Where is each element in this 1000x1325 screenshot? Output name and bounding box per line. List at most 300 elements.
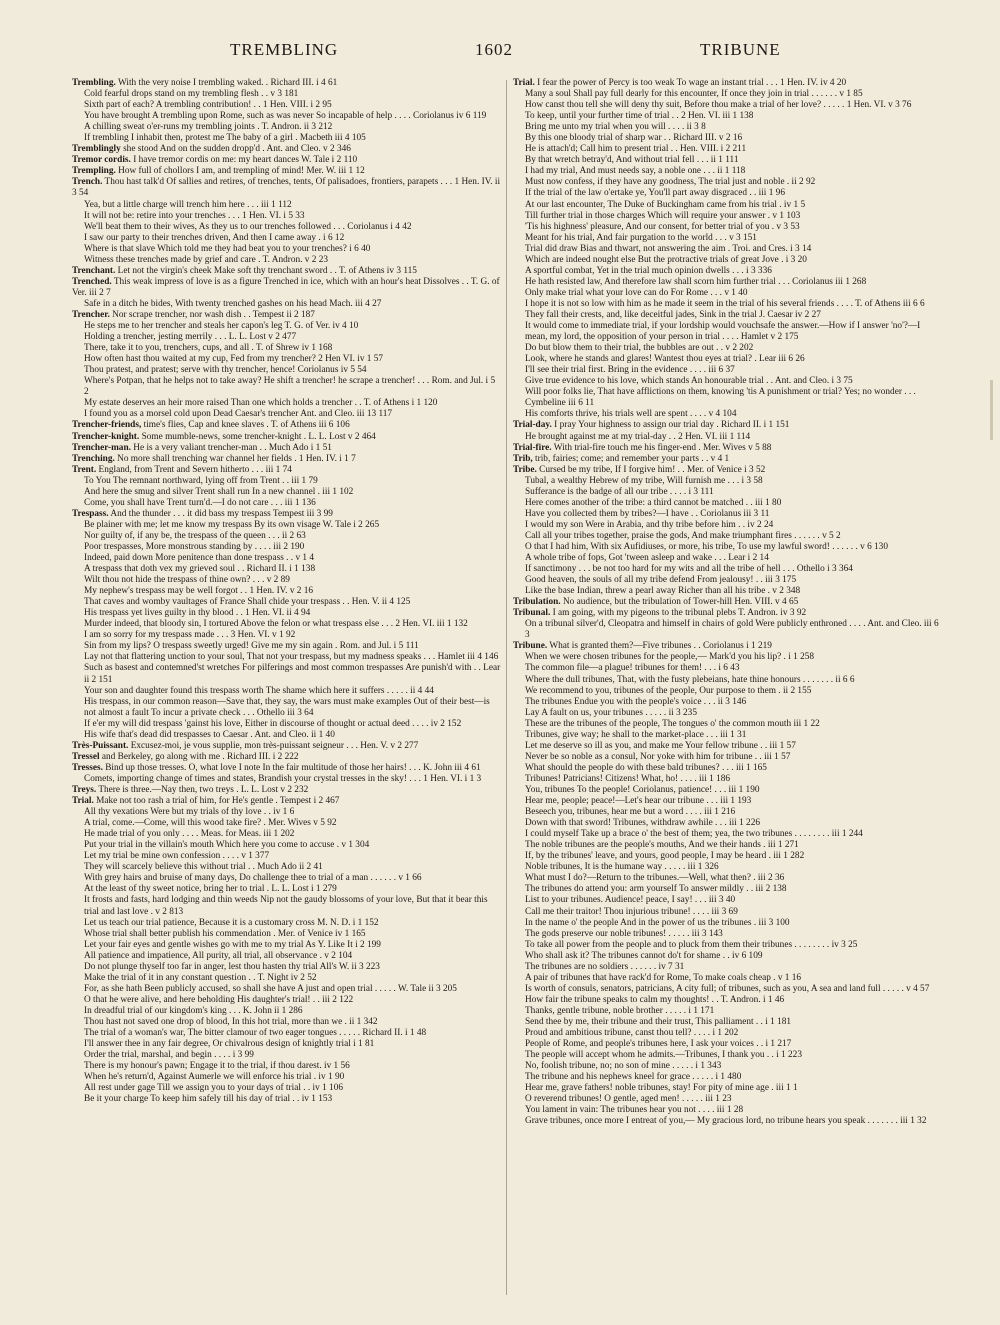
concordance-entry [513, 476, 943, 487]
concordance-entry [72, 1039, 502, 1050]
concordance-entry [513, 266, 943, 277]
entry-text: Let my trial be mine own confession . . . . v 1 377 [84, 851, 270, 862]
concordance-entry [72, 310, 502, 321]
entry-text: No more shall trenching war channel her fields . 1 Hen. IV. i 1 7 [117, 453, 356, 464]
concordance-entry [513, 387, 943, 409]
concordance-entry [513, 697, 943, 708]
concordance-entry [72, 564, 502, 575]
headword: Trembling. [72, 78, 116, 88]
headword: Trenching. [72, 453, 115, 464]
entry-text: I'll answer thee in any fair degree, Or chivalrous design of knightly trial i 1 81 [84, 1039, 375, 1050]
entry-text: Send thee by me, their tribune and their trust, This palliament . . i 1 181 [525, 1016, 792, 1027]
concordance-entry [72, 454, 502, 465]
entry-text: Hear me, grave fathers! noble tribunes, stay! For pity of mine age . iii 1 1 [525, 1083, 798, 1094]
concordance-entry [72, 299, 502, 310]
entry-text: Like the base Indian, threw a pearl away Richer than all his tribe . v 2 348 [525, 586, 801, 597]
concordance-entry [72, 443, 502, 454]
concordance-entry [513, 895, 943, 906]
concordance-entry [513, 277, 943, 288]
concordance-entry [72, 807, 502, 818]
concordance-entry [513, 100, 943, 111]
entry-text: Who shall ask it? The tribunes cannot do't for shame . . iv 6 109 [525, 950, 763, 961]
entry-text: It would come to immediate trial, if your lordship would vouchsafe the answer.—How if I answer 'no'?—I mean, my lord, the opposition of your person in trial . . . . Hamlet v 2 175 [525, 321, 921, 343]
entry-text: On a tribunal silver'd, Cleopatra and himself in chairs of gold Were publicly enthroned . . . . Ant. and Cleo. iii 6 3 [525, 619, 939, 641]
concordance-entry [72, 851, 502, 862]
entry-text: If e'er my will did trespass 'gainst his love, Either in discourse of thought or actual deed . . . . iv 2 152 [84, 718, 462, 729]
concordance-entry [72, 752, 502, 763]
entry-text: The tribunes do attend you: arm yourself To answer mildly . . iii 2 138 [525, 884, 787, 895]
concordance-entry [72, 951, 502, 962]
entry-text: Tubal, a wealthy Hebrew of my tribe, Will furnish me . . . i 3 58 [525, 475, 763, 486]
concordance-entry [513, 608, 943, 619]
concordance-entry [72, 1072, 502, 1083]
entry-text: What must I do?—Return to the tribunes.—Well, what then? . iii 2 36 [525, 873, 785, 884]
entry-text: Sixth part of each? A trembling contribution! . . 1 Hen. VIII. i 2 95 [84, 100, 332, 111]
entry-text: Never be so noble as a consul, Nor yoke with him for tribune . . iii 1 57 [525, 751, 791, 762]
entry-text: Must now confess, if they have any goodness, The trial just and noble . ii 2 92 [525, 177, 816, 188]
entry-text: Cold fearful drops stand on my trembling flesh . . v 3 181 [84, 89, 299, 100]
concordance-entry [72, 244, 502, 255]
concordance-entry [513, 752, 943, 763]
entry-text: Some mumble-news, some trencher-knight . L. L. Lost v 2 464 [141, 431, 376, 442]
concordance-entry [72, 873, 502, 884]
concordance-entry [513, 1083, 943, 1094]
concordance-entry [72, 78, 502, 89]
concordance-entry [513, 851, 943, 862]
entry-text: For, as she hath Been publicly accused, so shall she have A just and open trial . . . . . W. Tale ii 3 205 [84, 983, 457, 994]
entry-text: Here comes another of the tribe: a third cannot be matched . . iii 1 80 [525, 497, 782, 508]
concordance-entry [513, 542, 943, 553]
concordance-entry [513, 785, 943, 796]
entry-text: Let us teach our trial patience, Because it is a customary cross M. N. D. i 1 152 [84, 917, 379, 928]
headword: Tremblingly [72, 144, 121, 155]
concordance-entry [513, 111, 943, 122]
concordance-entry [513, 675, 943, 686]
headword: Trencher-man. [72, 442, 131, 453]
entry-text: Lay A fault on us, your tribunes . . . . . ii 3 235 [525, 707, 697, 718]
entry-text: Holding a trencher, jesting merrily . . . L. L. Lost v 2 477 [84, 332, 297, 343]
page-edge-mark [990, 380, 993, 440]
entry-text: At the least of thy sweet notice, bring her to trial . L. L. Lost i 1 279 [84, 884, 337, 895]
concordance-entry [72, 155, 502, 166]
entry-text: Indeed, paid down More penitence than done trespass . . v 1 4 [84, 553, 315, 564]
entry-text: Come, you shall have Trent turn'd.—I do not care . . . iii 1 136 [84, 497, 316, 508]
concordance-entry [513, 951, 943, 962]
concordance-entry [72, 630, 502, 641]
headword: Trenched. [72, 276, 112, 287]
concordance-entry [72, 420, 502, 431]
concordance-entry [72, 332, 502, 343]
headword: Tressel [72, 751, 100, 762]
concordance-entry [513, 343, 943, 354]
headword: Tribulation. [513, 597, 561, 608]
entry-text: You have brought A trembling upon Rome, such as was never So incapable of help . . . . Coriolanus iv 6 119 [84, 111, 487, 122]
concordance-entry [513, 763, 943, 774]
entry-text: That caves and womby vaultages of France Shall chide your trespass . . Hen. V. ii 4 125 [84, 597, 411, 608]
entry-text: Which are indeed nought else But the protractive trials of great Jove . i 3 20 [525, 254, 807, 265]
entry-text: The common file—a plague! tribunes for them! . . . i 6 43 [525, 663, 740, 674]
entry-text: Witness these trenches made by grief and care . T. Andron. v 2 23 [84, 254, 329, 265]
concordance-entry [513, 1072, 943, 1083]
entry-text: Let me deserve so ill as you, and make me Your fellow tribune . . iii 1 57 [525, 740, 796, 751]
entry-text: If sanctimony . . . be not too hard for my wits and all the tribe of hell . . . Othello i 3 364 [525, 564, 853, 575]
entry-text: Lay not that flattering unction to your soul, That not your trespass, but my madness speaks . . . Hamlet iii 4 146 [84, 652, 499, 663]
concordance-entry [72, 1017, 502, 1028]
entry-text: A trespass that doth vex my grieved soul . . Richard II. i 1 138 [84, 564, 316, 575]
entry-text: Call all your tribes together, praise the gods, And make triumphant fires . . . . . . v 5 2 [525, 530, 841, 541]
concordance-entry [72, 1061, 502, 1072]
entry-text: We recommend to you, tribunes of the people, Our purpose to them . ii 2 155 [525, 685, 812, 696]
concordance-entry [513, 244, 943, 255]
concordance-entry [72, 730, 502, 741]
entry-text: Murder indeed, that bloody sin, I tortured Above the felon or what trespass else . . . 2 Hen. VI. iii 1 132 [84, 619, 468, 630]
concordance-entry [72, 619, 502, 630]
entry-text: His trespass yet lives guilty in thy blood . . 1 Hen. VI. ii 4 94 [84, 608, 311, 619]
headword: Trempling. [72, 166, 116, 177]
concordance-entry [513, 354, 943, 365]
entry-text: The tribunes Endue you with the people's voice . . . ii 3 146 [525, 696, 747, 707]
entry-text: How full of chollors I am, and trempling of mind! Mer. W. iii 1 12 [118, 166, 365, 177]
concordance-entry [72, 1094, 502, 1105]
headword: Tribune. [513, 641, 548, 652]
concordance-entry [72, 697, 502, 719]
entry-text: Wilt thou not hide the trespass of thine own? . . . v 2 89 [84, 575, 290, 586]
entry-text: To You The remnant northward, lying off from Trent . . iii 1 79 [84, 475, 318, 486]
headword: Tribe. [513, 464, 537, 475]
entry-text: she stood And on the sudden dropp'd . Ant. and Cleo. v 2 346 [123, 144, 351, 155]
entry-text: When we were chosen tribunes for the people,— Mark'd you his lip? . i 1 258 [525, 652, 815, 663]
concordance-entry [513, 995, 943, 1006]
concordance-entry [72, 796, 502, 807]
entry-text: I found you as a morsel cold upon Dead Caesar's trencher Ant. and Cleo. iii 13 117 [84, 409, 393, 420]
entry-text: Put your trial in the villain's mouth Which here you come to accuse . v 1 304 [84, 840, 370, 851]
entry-text: To take all power from the people and to pluck from them their tribunes . . . . . . . . iv 3 25 [525, 939, 858, 950]
entry-text: Where the dull tribunes, That, with the fusty plebeians, hate thine honours . . . . . . . ii 6 6 [525, 674, 855, 685]
entry-text: I could myself Take up a brace o' the best of them; yea, the two tribunes . . . . . . . . iii 1 244 [525, 829, 863, 840]
entry-text: He brought against me at my trial-day . . 2 Hen. VI. iii 1 114 [525, 431, 751, 442]
entry-text: All patience and impatience, All purity, all trial, all observance . v 2 104 [84, 950, 353, 961]
entry-text: Thou hast not saved one drop of blood, In this hot trial, more than we . ii 1 342 [84, 1016, 378, 1027]
headword: Tribunal. [513, 608, 551, 619]
entry-text: Look, where he stands and glares! Wantest thou eyes at trial? . Lear iii 6 26 [525, 354, 805, 365]
concordance-entry [513, 586, 943, 597]
entry-text: The people will accept whom he admits.—Tribunes, I thank you . . i 1 223 [525, 1050, 802, 1061]
concordance-entry [72, 1083, 502, 1094]
concordance-entry [513, 78, 943, 89]
entry-text: Excusez-moi, je vous supplie, mon très-puissant seigneur . . . Hen. V. v 2 277 [130, 740, 419, 751]
entry-text: I had my trial, And must needs say, a noble one . . . ii 1 118 [525, 166, 746, 177]
entry-text: The tribunes are no soldiers . . . . . . iv 7 31 [525, 961, 685, 972]
entry-text: No audience, but the tribulation of Tower-hill Hen. VIII. v 4 65 [562, 597, 799, 608]
concordance-entry [72, 719, 502, 730]
concordance-entry [72, 940, 502, 951]
headword: Tresses. [72, 762, 103, 773]
entry-text: It frosts and fasts, hard lodging and thin weeds Nip not the gaudy blossoms of your love, But that it bear this trial and last love . v 2 813 [84, 895, 488, 917]
concordance-entry [72, 785, 502, 796]
concordance-entry [72, 553, 502, 564]
entry-text: It will not be: retire into your trenches . . . 1 Hen. VI. i 5 33 [84, 210, 305, 221]
entry-text: Have you collected them by tribes?—I have . . Coriolanus iii 3 11 [525, 508, 770, 519]
concordance-entry [513, 918, 943, 929]
entry-text: Till further trial in those charges Which will require your answer . v 1 103 [525, 210, 801, 221]
entry-text: A trial, come.—Come, will this wood take fire? . Mer. Wives v 5 92 [84, 818, 337, 829]
entry-text: Beseech you, tribunes, hear me but a word . . . . iii 1 216 [525, 807, 736, 818]
concordance-entry [513, 1006, 943, 1017]
concordance-entry [513, 1061, 943, 1072]
entry-text: Your son and daughter found this trespass worth The shame which here it suffers . . . . . ii 4 44 [84, 685, 434, 696]
headword: Tremor cordis. [72, 155, 131, 166]
entry-text: He steps me to her trencher and steals her capon's leg T. G. of Ver. iv 4 10 [84, 321, 359, 332]
concordance-entry [72, 818, 502, 829]
entry-text: He is attach'd; Call him to present trial . . Hen. VIII. i 2 211 [525, 144, 747, 155]
entry-text: His comforts thrive, his trials well are spent . . . . v 4 104 [525, 409, 737, 420]
concordance-entry [513, 122, 943, 133]
concordance-entry [513, 531, 943, 542]
concordance-entry [513, 1094, 943, 1105]
concordance-entry [513, 487, 943, 498]
entry-text: Make not too rash a trial of him, for He's gentle . Tempest i 2 467 [96, 796, 340, 807]
entry-text: You lament in vain: The tribunes hear you not . . . . iii 1 28 [525, 1105, 744, 1116]
entry-text: No, foolish tribune, no; no son of mine . . . . . i 1 343 [525, 1061, 722, 1072]
concordance-entry [72, 487, 502, 498]
concordance-entry [72, 509, 502, 520]
entry-text: I pray Your highness to assign our trial day . Richard II. i 1 151 [554, 420, 790, 431]
concordance-entry [513, 255, 943, 266]
headword: Trial. [513, 78, 535, 88]
concordance-entry [513, 1017, 943, 1028]
entry-text: Sin from my lips? O trespass sweetly urged! Give me my sin again . Rom. and Jul. i 5 111 [84, 641, 419, 652]
entry-text: Meant for his trial, And fair purgation to the world . . . v 3 151 [525, 232, 757, 243]
headword: Trial. [72, 796, 94, 807]
entry-text: I would my son Were in Arabia, and thy tribe before him . . iv 2 24 [525, 519, 774, 530]
concordance-entry [72, 586, 502, 597]
concordance-entry [72, 398, 502, 409]
concordance-entry [513, 432, 943, 443]
entry-text: Let not the virgin's cheek Make soft thy trenchant sword . . T. of Athens iv 3 115 [117, 265, 417, 276]
entry-text: And here the smug and silver Trent shall run In a new channel . iii 1 102 [84, 486, 354, 497]
concordance-entry [72, 365, 502, 376]
concordance-entry [72, 1006, 502, 1017]
concordance-entry [513, 553, 943, 564]
concordance-entry [513, 133, 943, 144]
concordance-entry [513, 807, 943, 818]
concordance-entry [72, 652, 502, 663]
entry-text: Will poor folks lie, That have afflictions on them, knowing 'tis A punishment or trial? Yes; no wonder . . . Cymbeline iii 6 11 [525, 387, 916, 409]
entry-text: With trial-fire touch me his finger-end . Mer. Wives v 5 88 [553, 442, 772, 453]
concordance-entry [513, 1028, 943, 1039]
concordance-entry [513, 774, 943, 785]
headword: Trench. [72, 177, 103, 188]
entry-text: He is a very valiant trencher-man . . Much Ado i 1 51 [133, 442, 332, 453]
entry-text: Thou pratest, and pratest; serve with thy trencher, hence! Coriolanus iv 5 54 [84, 365, 367, 376]
concordance-entry [72, 233, 502, 244]
concordance-entry [72, 122, 502, 133]
entry-text: Make the trial of it in any constant question . . T. Night iv 2 52 [84, 972, 317, 983]
headword: Trespass. [72, 508, 109, 519]
concordance-entry [513, 984, 943, 995]
running-head-right: TRIBUNE [700, 40, 781, 59]
entry-text: Poor trespasses, More monstrous standing by . . . . iii 2 190 [84, 541, 305, 552]
entry-text: Grave tribunes, once more I entreat of you,— My gracious lord, no tribune hears you speak . . . . . . . iii 1 32 [525, 1116, 927, 1127]
concordance-entry [72, 686, 502, 697]
entry-text: Proud and ambitious tribune, canst thou tell? . . . . i 1 202 [525, 1028, 739, 1039]
concordance-entry [72, 962, 502, 973]
concordance-entry [513, 884, 943, 895]
concordance-entry [513, 1039, 943, 1050]
concordance-entry [72, 144, 502, 155]
headword: Trent. [72, 464, 97, 475]
entry-text: Only make trial what your love can do For Rome . . . v 1 40 [525, 287, 748, 298]
concordance-entry [72, 166, 502, 177]
concordance-entry [72, 641, 502, 652]
entry-text: Call me their traitor! Thou injurious tribune! . . . . iii 3 69 [525, 906, 738, 917]
entry-text: Safe in a ditch he bides, With twenty trenched gashes on his head Mach. iii 4 27 [84, 298, 382, 309]
concordance-entry [513, 597, 943, 608]
entry-text: Do but blow them to their trial, the bubbles are out . . v 2 202 [525, 343, 754, 354]
entry-text: Tribunes, give way; he shall to the market-place . . . iii 1 31 [525, 729, 747, 740]
entry-text: A sportful combat, Yet in the trial much opinion dwells . . . i 3 336 [525, 265, 772, 276]
concordance-entry [513, 973, 943, 984]
concordance-entry [513, 708, 943, 719]
entry-text: O reverend tribunes! O gentle, aged men! . . . . . iii 1 23 [525, 1094, 732, 1105]
concordance-entry [72, 995, 502, 1006]
concordance-entry [72, 929, 502, 940]
headword: Trencher-knight. [72, 431, 140, 442]
entry-text: With the very noise I trembling waked. . Richard III. i 4 61 [117, 78, 338, 88]
entry-text: List to your tribunes. Audience! peace, I say! . . . iii 3 40 [525, 895, 736, 906]
concordance-entry [72, 111, 502, 122]
entry-text: At our last encounter, The Duke of Buckingham came from his trial . iv 1 5 [525, 199, 806, 210]
concordance-entry [513, 619, 943, 641]
entry-text: Let your fair eyes and gentle wishes go with me to my trial As Y. Like It i 2 199 [84, 939, 381, 950]
concordance-entry [72, 608, 502, 619]
entry-text: His wife that's dead did trespasses to Caesar . Ant. and Cleo. ii 1 40 [84, 729, 335, 740]
concordance-entry [513, 741, 943, 752]
entry-text: I am so sorry for my trespass made . . . 3 Hen. VI. v 1 92 [84, 630, 296, 641]
entry-text: These are the tribunes of the people, The tongues o' the common mouth iii 1 22 [525, 718, 820, 729]
concordance-entry [72, 774, 502, 785]
concordance-entry [72, 177, 502, 199]
entry-text: and Berkeley, go along with me . Richard III. i 2 222 [101, 751, 299, 762]
concordance-entry [513, 200, 943, 211]
entry-text: Where's Potpan, that he helps not to take away? He shift a trencher! he scrape a trencher! . . . Rom. and Jul. i 5 2 [84, 376, 496, 398]
concordance-entry [513, 575, 943, 586]
concordance-entry [72, 266, 502, 277]
entry-text: trib, fairies; come; and remember your parts . . v 4 1 [535, 453, 730, 464]
entry-text: If the trial of the law o'ertake ye, You'll part away disgraced . . iii 1 96 [525, 188, 785, 199]
concordance-entry [513, 1116, 943, 1127]
entry-text: Noble tribunes, It is the humane way . . . . . iii 1 326 [525, 862, 719, 873]
concordance-entry [513, 1050, 943, 1061]
concordance-entry [513, 376, 943, 387]
concordance-entry [72, 476, 502, 487]
entry-text: My nephew's trespass may be well forgot . . 1 Hen. IV. v 2 16 [84, 586, 314, 597]
concordance-entry [72, 432, 502, 443]
entry-text: I saw our party to their trenches driven, And then I came away . i 6 12 [84, 232, 345, 243]
concordance-entry [513, 233, 943, 244]
concordance-entry [72, 409, 502, 420]
entry-text: 'Tis his highness' pleasure, And our consent, for better trial of you . v 3 53 [525, 221, 800, 232]
concordance-entry [72, 1050, 502, 1061]
entry-text: My estate deserves an heir more raised Than one which holds a trencher . . T. of Athens i 1 120 [84, 398, 438, 409]
entry-text: Order the trial, marshal, and begin . . . . i 3 99 [84, 1050, 254, 1061]
concordance-entry [72, 1028, 502, 1039]
entry-text: I am going, with my pigeons to the tribunal plebs T. Andron. iv 3 92 [552, 608, 807, 619]
concordance-entry [513, 89, 943, 100]
concordance-entry [72, 884, 502, 895]
concordance-entry [513, 188, 943, 199]
entry-text: Sufferance is the badge of all our tribe . . . . i 3 111 [525, 486, 714, 497]
concordance-entry [513, 663, 943, 674]
concordance-entry [513, 454, 943, 465]
concordance-entry [72, 918, 502, 929]
entry-text: Is worth of consuls, senators, patricians, A city full; of tribunes, such as you, A sea and land full . . . . . v 4 57 [525, 983, 930, 994]
concordance-entry [513, 641, 943, 652]
concordance-entry [72, 498, 502, 509]
concordance-entry [72, 829, 502, 840]
concordance-entry [513, 420, 943, 431]
entry-text: In dreadful trial of our kingdom's king . . . K. John ii 1 286 [84, 1005, 303, 1016]
concordance-entry [72, 663, 502, 685]
entry-text: The trial of a woman's war, The bitter clamour of two eager tongues . . . . . Richard II. i 1 48 [84, 1028, 427, 1039]
entry-text: time's flies, Cap and knee slaves . T. of Athens iii 6 106 [143, 420, 350, 431]
entry-text: If trembling I inhabit then, protest me The baby of a girl . Macbeth iii 4 105 [84, 133, 366, 144]
concordance-entry [72, 465, 502, 476]
headword: Treys. [72, 785, 97, 795]
entry-text: Thou hast talk'd Of sallies and retires, of trenches, tents, Of palisadoes, frontiers, parapets . . . 1 Hen. IV. ii 3 54 [72, 177, 501, 199]
concordance-entry [513, 321, 943, 343]
entry-text: Down with that sword! Tribunes, withdraw awhile . . . iii 1 226 [525, 818, 760, 829]
concordance-entry [513, 962, 943, 973]
entry-text: By this one bloody trial of sharp war . . Richard III. v 2 16 [525, 133, 743, 144]
concordance-entry [513, 564, 943, 575]
headword: Trial-day. [513, 420, 552, 431]
concordance-entry [72, 973, 502, 984]
concordance-entry [72, 255, 502, 266]
entry-text: In the name o' the people And in the power of us the tribunes . iii 3 100 [525, 917, 790, 928]
entry-text: Where is that slave Which told me they had beat you to your trenches? i 6 40 [84, 243, 371, 254]
entry-text: O that I had him, With six Aufidiuses, or more, his tribe, To use my lawful sword! . . . . . . v 6 130 [525, 541, 888, 552]
concordance-entry [513, 929, 943, 940]
entry-text: How fair the tribune speaks to calm my thoughts! . . T. Andron. i 1 46 [525, 994, 785, 1005]
entry-text: Cursed be my tribe, If I forgive him! . . Mer. of Venice i 3 52 [539, 464, 766, 475]
entry-text: Do not plunge thyself too far in anger, lest thou hasten thy trial All's W. ii 3 223 [84, 961, 380, 972]
concordance-entry [513, 310, 943, 321]
entry-text: Tribunes! Patricians! Citizens! What, ho! . . . . iii 1 186 [525, 773, 731, 784]
entry-text: They will scarcely believe this without trial . . Much Ado ii 2 41 [84, 862, 323, 873]
headword: Trencher-friends, [72, 420, 142, 431]
right-column [513, 78, 943, 1127]
entry-text: A whole tribe of fops, Got 'tween asleep and wake . . . Lear i 2 14 [525, 553, 769, 564]
concordance-entry [72, 321, 502, 332]
concordance-entry [513, 222, 943, 233]
column-divider [506, 80, 507, 1295]
concordance-entry [72, 100, 502, 111]
entry-text: When he's return'd, Against Aumerle we will enforce his trial . iv 1 90 [84, 1072, 345, 1083]
concordance-entry [513, 652, 943, 663]
entry-text: How canst thou tell she will deny thy suit, Before thou make a trial of her love? . . . . . 1 Hen. VI. v 3 76 [525, 100, 912, 111]
concordance-entry [513, 686, 943, 697]
entry-text: Be it your charge To keep him safely till his day of trial . . iv 1 153 [84, 1094, 333, 1105]
concordance-entry [72, 376, 502, 398]
concordance-entry [513, 1105, 943, 1116]
concordance-entry [72, 984, 502, 995]
entry-text: We'll beat them to their wives, As they us to our trenches followed . . . Coriolanus i 4 42 [84, 221, 412, 232]
concordance-entry [513, 211, 943, 222]
concordance-entry [513, 862, 943, 873]
concordance-entry [513, 409, 943, 420]
entry-text: The tribune and his nephews kneel for grace . . . . . i 1 480 [525, 1072, 742, 1083]
